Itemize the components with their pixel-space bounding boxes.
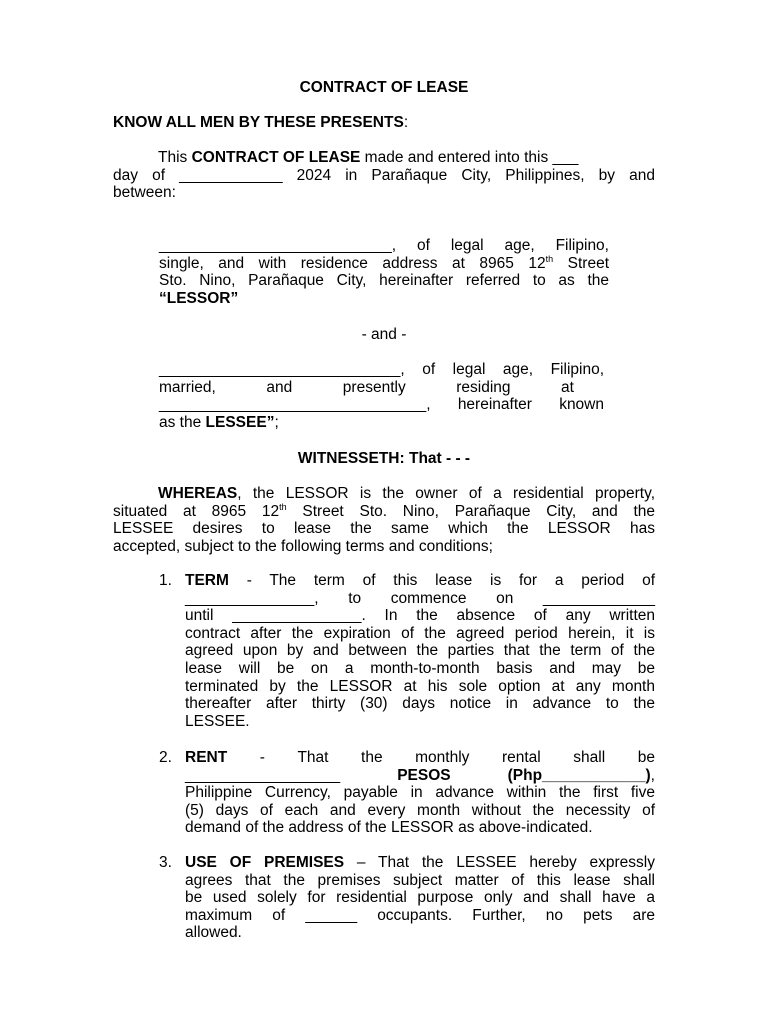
whereas-text-1: , the LESSOR is the owner of a residential property,: [237, 485, 655, 502]
use-line: [185, 854, 655, 872]
intro-this: This: [158, 149, 192, 166]
intro-line-2: day of ____________ 2024 in Parañaque City, Philippines, by and: [113, 166, 655, 184]
lessee-word: married,: [159, 378, 216, 396]
term-line: agreed upon by and between the parties that the term of the: [185, 642, 655, 660]
term-line: thereafter after thirty (30) days notice in advance to the: [185, 695, 655, 713]
rent-item: [159, 749, 655, 837]
whereas-line-3: LESSEE desires to lease the same which the LESSOR has: [113, 520, 655, 538]
term-text: - The term of this lease is for a period of: [228, 572, 655, 589]
rent-word: be: [637, 749, 655, 766]
whereas-line-4: accepted, subject to the following terms and conditions;: [113, 537, 493, 555]
preamble-heading: [113, 114, 408, 132]
term-line: until _______________. In the absence of any written: [185, 607, 655, 625]
use-label: USE OF PREMISES: [185, 854, 345, 871]
rent-word: -: [259, 749, 265, 766]
lessor-address-sup: th: [545, 253, 554, 264]
lessor-address-a: single, and with residence address at 8965 12: [159, 254, 546, 272]
preamble-heading-text: KNOW ALL MEN BY THESE PRESENTS: [113, 114, 404, 131]
rent-word: rental: [501, 749, 541, 766]
lessee-word: at: [561, 378, 574, 396]
rent-php: (Php____________): [507, 766, 651, 784]
whereas-keyword: WHEREAS: [158, 485, 238, 502]
whereas-address-sup: th: [279, 501, 287, 512]
rent-line: (5) days of each and every month without the necessity of: [185, 801, 655, 819]
rent-body: [185, 749, 655, 837]
intro-paragraph: [113, 149, 655, 202]
preamble-colon: :: [403, 114, 409, 131]
whereas-address-a: situated at 8965 12: [113, 502, 280, 520]
rent-php-group: [508, 767, 655, 785]
use-text: – That the LESSEE hereby expressly: [344, 854, 655, 871]
lessor-block: [159, 237, 609, 307]
use-of-premises-item: [159, 854, 655, 942]
term-item: [159, 572, 655, 730]
whereas-line-1: [113, 485, 655, 503]
document-title: CONTRACT OF LEASE: [299, 79, 469, 96]
rent-comma: ,: [650, 766, 655, 784]
lessee-line-3: _______________________________, hereinafter known: [159, 396, 604, 414]
rent-line-2: [185, 767, 655, 785]
rent-amount-blank: __________________: [185, 766, 341, 784]
lessee-line-2: [159, 379, 604, 397]
intro-contract-of-lease: CONTRACT OF LEASE: [191, 149, 361, 166]
term-label: TERM: [185, 572, 229, 589]
lessee-semicolon: ;: [274, 413, 279, 431]
whereas-line-2: [113, 503, 655, 521]
rent-number: 2.: [159, 749, 172, 766]
use-body: [185, 854, 655, 942]
lessee-word: and: [266, 378, 293, 396]
lessor-line-1: ___________________________, of legal age, Filipino,: [159, 237, 609, 254]
use-line: allowed.: [185, 924, 242, 942]
lessor-line-2: [159, 255, 609, 273]
lessor-label: “LESSOR”: [159, 289, 239, 307]
term-line: lease will be on a month-to-month basis and may be: [185, 659, 655, 677]
intro-line-1: [113, 149, 655, 167]
rent-word: monthly: [415, 749, 470, 766]
term-line: [185, 572, 655, 590]
term-line: _______________, to commence on _____________: [185, 589, 655, 607]
term-line: terminated by the LESSOR at his sole option at any month: [185, 677, 655, 695]
term-body: [185, 572, 655, 730]
rent-word: the: [361, 749, 383, 766]
rent-label: RENT: [185, 749, 228, 766]
lessee-line-1: ____________________________, of legal age, Filipino,: [159, 361, 604, 378]
witnesseth-heading: WITNESSETH: That - - -: [297, 450, 471, 467]
lessee-line-4: [159, 414, 604, 432]
rent-line: demand of the address of the LESSOR as above-indicated.: [185, 819, 593, 837]
rent-pesos: PESOS: [397, 766, 451, 784]
intro-made-entered: made and entered into this ___: [360, 149, 579, 166]
term-line: LESSEE.: [185, 712, 250, 730]
rent-word: shall: [573, 749, 606, 766]
whereas-address-b: Street Sto. Nino, Parañaque City, and the: [286, 502, 655, 520]
use-line: maximum of ______ occupants. Further, no pets are: [185, 906, 655, 924]
lessor-line-3: Sto. Nino, Parañaque City, hereinafter referred to as the: [159, 272, 609, 290]
lessee-block: [159, 361, 604, 431]
and-separator: - and -: [361, 326, 407, 343]
use-number: 3.: [159, 854, 172, 871]
lessor-address-b: Street: [553, 254, 609, 272]
lessee-as-the: as the: [159, 413, 206, 431]
intro-line-3: between:: [113, 184, 176, 202]
term-line: contract after the expiration of the agreed period herein, it is: [185, 624, 655, 642]
use-line: be used solely for residential purpose only and shall have a: [185, 889, 655, 907]
rent-word: That: [297, 749, 329, 766]
use-line: agrees that the premises subject matter of this lease shall: [185, 871, 655, 889]
term-number: 1.: [159, 572, 172, 589]
lessee-label: LESSEE”: [205, 413, 275, 431]
lessee-word: presently: [342, 378, 406, 396]
whereas-paragraph: [113, 485, 655, 555]
rent-line-1: [185, 749, 655, 767]
lessee-word: residing: [456, 378, 511, 396]
rent-line: Philippine Currency, payable in advance within the first five: [185, 784, 655, 802]
